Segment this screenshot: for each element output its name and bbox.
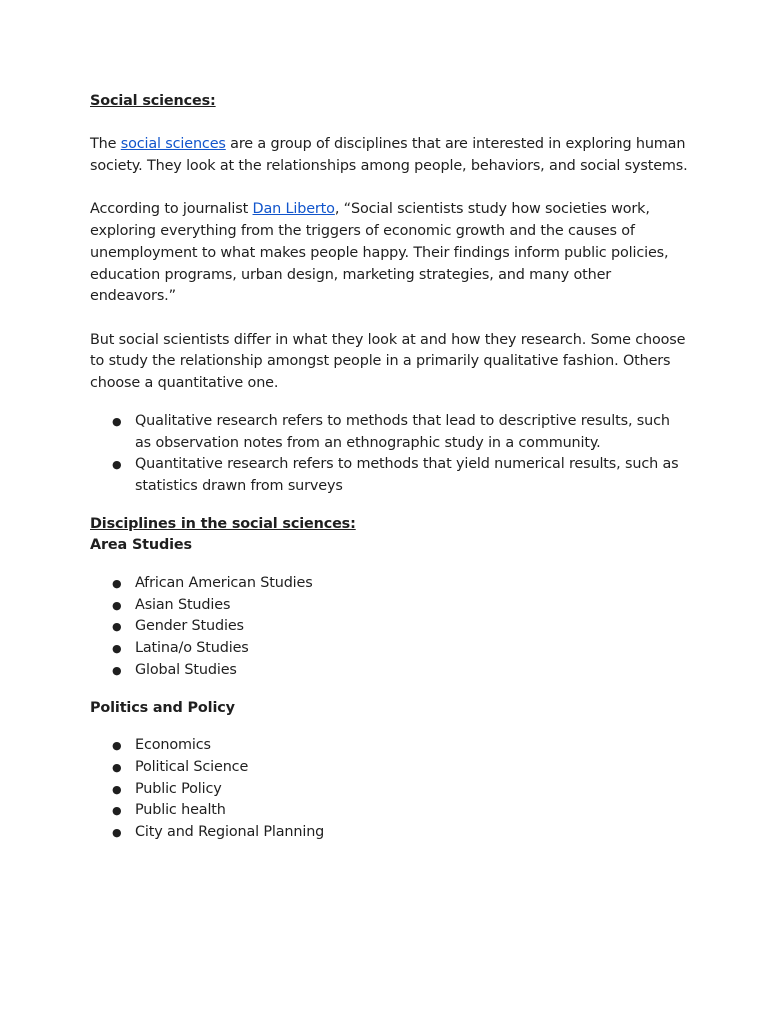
list-item xyxy=(90,638,690,660)
list-item xyxy=(90,757,690,779)
bullet-icon: ● xyxy=(112,760,122,774)
list-item xyxy=(90,800,690,822)
list-item xyxy=(90,735,690,757)
list-item-text: Asian Studies xyxy=(135,596,231,613)
bullet-icon: ● xyxy=(112,620,122,634)
subheading-area-studies: Area Studies xyxy=(90,537,192,554)
list-item xyxy=(90,660,690,682)
area-studies-list xyxy=(90,573,690,682)
research-methods-list xyxy=(90,411,690,498)
list-item-text: Public health xyxy=(135,802,226,819)
list-item xyxy=(90,779,690,801)
paragraph-quote-text-before: According to journalist xyxy=(90,201,253,218)
bullet-icon: ● xyxy=(112,663,122,677)
list-item xyxy=(90,573,690,595)
list-item-text: Qualitative research refers to methods that lead to descriptive results, such as observation notes from an ethnographic study in a community. xyxy=(135,412,670,451)
paragraph-intro xyxy=(90,134,690,177)
list-item-text: Latina/o Studies xyxy=(135,640,249,657)
list-item-text: Public Policy xyxy=(135,780,222,797)
link-social-sciences[interactable]: social sciences xyxy=(120,136,226,153)
politics-policy-list xyxy=(90,735,690,844)
paragraph-quote-text-after: , “Social scientists study how societies work, exploring everything from the triggers of economic growth and the causes of unemployment to what makes people happy. Their findings inform public policies, education programs, urban design, marketing strategies, and many other endeavors.” xyxy=(90,201,669,305)
bullet-icon: ● xyxy=(112,782,122,796)
bullet-icon: ● xyxy=(112,826,122,840)
list-item-text: Global Studies xyxy=(135,661,237,678)
document-page xyxy=(90,91,690,844)
bullet-icon: ● xyxy=(112,414,122,428)
link-dan-liberto[interactable]: Dan Liberto xyxy=(252,201,335,218)
bullet-icon: ● xyxy=(112,642,122,656)
list-item xyxy=(90,454,690,497)
list-item-text: African American Studies xyxy=(135,575,313,592)
list-item xyxy=(90,595,690,617)
list-item-text: Economics xyxy=(135,737,211,754)
list-item-text: Gender Studies xyxy=(135,618,244,635)
list-item-text: Political Science xyxy=(135,758,249,775)
list-item xyxy=(90,822,690,844)
paragraph-quote xyxy=(90,199,690,308)
bullet-icon: ● xyxy=(112,598,122,612)
bullet-icon: ● xyxy=(112,739,122,753)
paragraph-intro-text-before: The xyxy=(90,136,121,153)
bullet-icon: ● xyxy=(112,458,122,472)
section-heading-disciplines: Disciplines in the social sciences: xyxy=(90,515,356,532)
bullet-icon: ● xyxy=(112,804,122,818)
list-item xyxy=(90,616,690,638)
paragraph-intro-text-after: are a group of disciplines that are interested in exploring human society. They look at the relationships among people, behaviors, and social systems. xyxy=(90,136,688,175)
section-heading-social-sciences: Social sciences: xyxy=(90,93,216,109)
bullet-icon: ● xyxy=(112,577,122,591)
list-item xyxy=(90,411,690,454)
list-item-text: Quantitative research refers to methods that yield numerical results, such as statistics drawn from surveys xyxy=(135,456,679,494)
list-item-text: City and Regional Planning xyxy=(135,824,325,841)
subheading-politics-policy: Politics and Policy xyxy=(90,699,235,716)
paragraph-methods: But social scientists differ in what they look at and how they research. Some choose to study the relationship amongst people in a primarily qualitative fashion. Others choose a quantitative one. xyxy=(90,331,686,392)
